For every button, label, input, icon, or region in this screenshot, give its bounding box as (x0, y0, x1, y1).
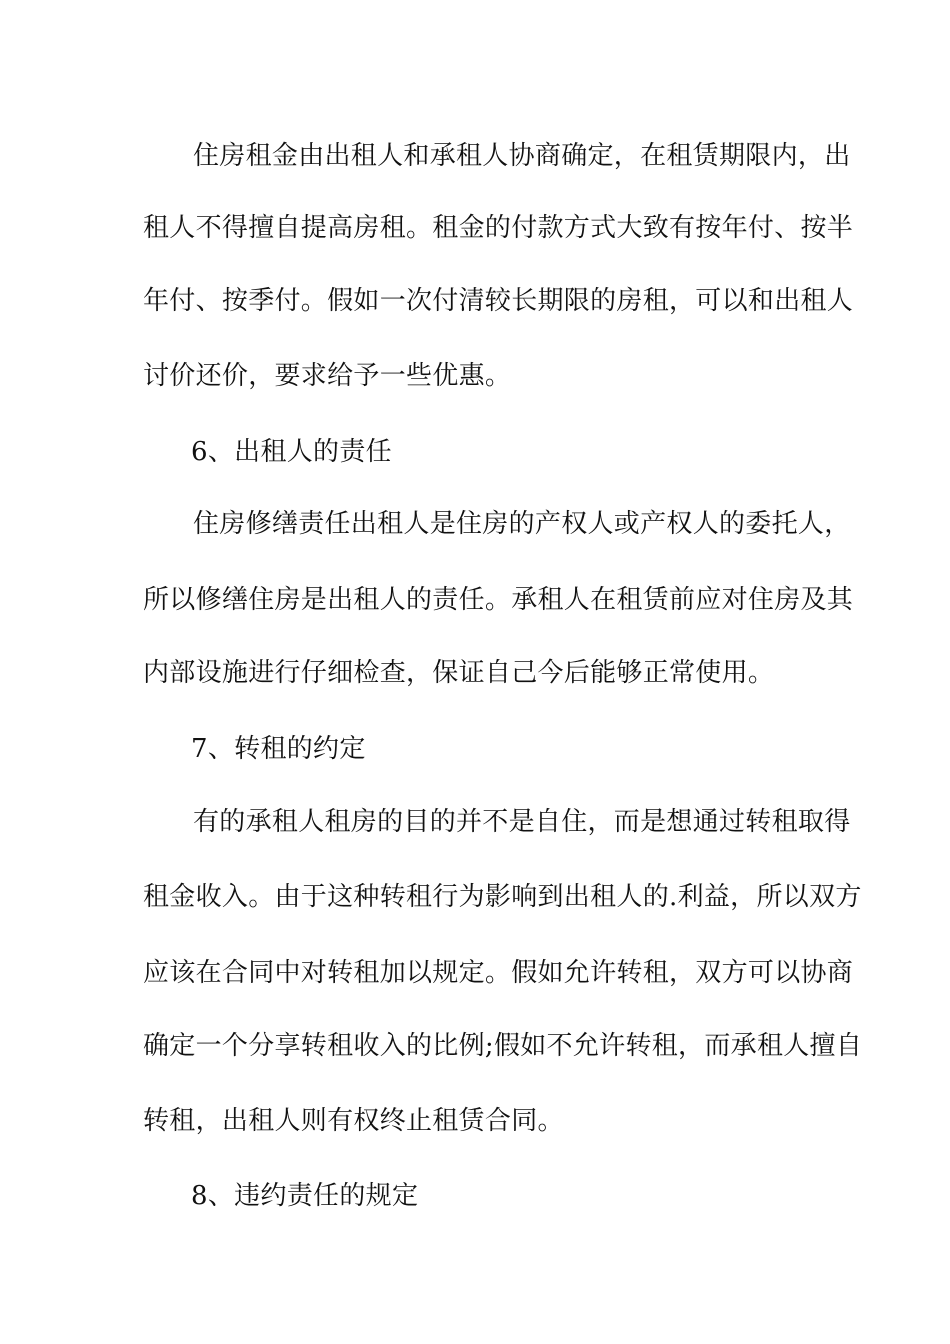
heading-breach-liability: 8、违约责任的规定 (191, 1181, 419, 1211)
paragraph-rent-line-2: 租人不得擅自提高房租。租金的付款方式大致有按年付、按半 (143, 213, 854, 243)
paragraph-6-line-1: 住房修缮责任出租人是住房的产权人或产权人的委托人， (193, 509, 851, 539)
paragraph-6-line-3: 内部设施进行仔细检查，保证自己今后能够正常使用。 (143, 658, 775, 688)
paragraph-7-line-3: 应该在合同中对转租加以规定。假如允许转租，双方可以协商 (143, 958, 854, 988)
heading-sublease-agreement: 7、转租的约定 (191, 734, 366, 764)
heading-landlord-responsibility: 6、出租人的责任 (191, 437, 392, 467)
paragraph-7-line-4: 确定一个分享转租收入的比例;假如不允许转租，而承租人擅自 (143, 1031, 863, 1061)
paragraph-rent-line-1: 住房租金由出租人和承租人协商确定，在租赁期限内，出 (193, 141, 851, 171)
paragraph-rent-line-4: 讨价还价，要求给予一些优惠。 (143, 361, 512, 391)
paragraph-rent-line-3: 年付、按季付。假如一次付清较长期限的房租，可以和出租人 (143, 286, 854, 316)
paragraph-7-line-1: 有的承租人租房的目的并不是自住，而是想通过转租取得 (193, 807, 851, 837)
paragraph-7-line-2: 租金收入。由于这种转租行为影响到出租人的.利益，所以双方 (143, 882, 862, 912)
paragraph-7-line-5: 转租，出租人则有权终止租赁合同。 (143, 1106, 564, 1136)
paragraph-6-line-2: 所以修缮住房是出租人的责任。承租人在租赁前应对住房及其 (143, 585, 854, 615)
